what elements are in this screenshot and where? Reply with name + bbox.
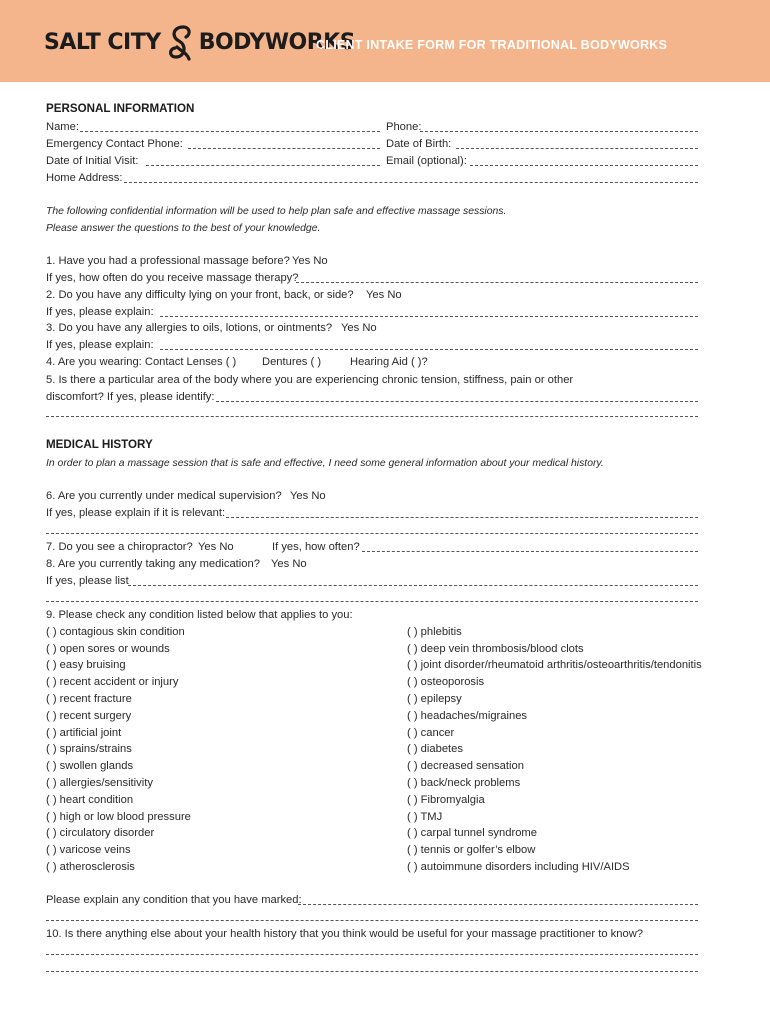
q8-yes-no[interactable]: Yes No [271,558,307,570]
q8-followup: If yes, please list [46,575,129,587]
initial-visit-label: Date of Initial Visit: [46,155,139,167]
dob-label: Date of Birth: [386,138,452,150]
condition-item[interactable]: ( ) headaches/migraines [407,710,528,722]
address-label: Home Address: [46,172,123,184]
condition-item[interactable]: ( ) decreased sensation [407,760,524,772]
condition-item[interactable]: ( ) swollen glands [46,760,134,772]
q7-text: 7. Do you see a chiropractor? [46,541,193,553]
condition-item[interactable]: ( ) varicose veins [46,844,131,856]
q1-yes-no[interactable]: Yes No [292,255,328,267]
condition-item[interactable]: ( ) recent accident or injury [46,676,179,688]
brand-right: BODYWORKS [198,30,356,55]
condition-item[interactable]: ( ) phlebitis [407,626,462,638]
condition-item[interactable]: ( ) recent fracture [46,693,132,705]
brand-left: SALT CITY [44,30,161,55]
condition-item[interactable]: ( ) TMJ [407,811,443,823]
q8-text: 8. Are you currently taking any medication? [46,558,260,570]
q5-field-1[interactable] [216,401,698,402]
form-title: CLIENT INTAKE FORM FOR TRADITIONAL BODYWORKS [316,38,668,52]
condition-item[interactable]: ( ) autoimmune disorders including HIV/AIDS [407,861,630,873]
q1-text: 1. Have you had a professional massage before? [46,255,290,267]
brand-emblem-icon [163,23,197,63]
explain-field-1[interactable] [298,904,698,905]
phone-label: Phone: [386,121,422,133]
condition-item[interactable]: ( ) circulatory disorder [46,827,155,839]
q10-field-2[interactable] [46,971,698,972]
address-field[interactable] [124,182,698,183]
medical-intro: In order to plan a massage session that is safe and effective, I need some general information about your medical history. [46,458,604,469]
condition-item[interactable]: ( ) diabetes [407,743,463,755]
q4-dentures[interactable]: Dentures ( ) [262,356,322,368]
dob-field[interactable] [456,148,698,149]
q7-followup: If yes, how often? [272,541,360,553]
condition-item[interactable]: ( ) cancer [407,727,455,739]
q4-text[interactable]: 4. Are you wearing: Contact Lenses ( ) [46,356,237,368]
condition-item[interactable]: ( ) deep vein thrombosis/blood clots [407,643,584,655]
q7-field[interactable] [362,551,698,552]
condition-item[interactable]: ( ) easy bruising [46,659,126,671]
condition-item[interactable]: ( ) joint disorder/rheumatoid arthritis/osteoarthritis/tendonitis [407,659,702,671]
q2-followup: If yes, please explain: [46,306,154,318]
q3-followup-field[interactable] [160,349,698,350]
condition-item[interactable]: ( ) epilepsy [407,693,462,705]
q8-field-1[interactable] [128,585,698,586]
personal-heading: PERSONAL INFORMATION [46,102,195,115]
q4-hearing-aid[interactable]: Hearing Aid ( )? [350,356,428,368]
q3-yes-no[interactable]: Yes No [341,322,377,334]
q2-text: 2. Do you have any difficulty lying on your front, back, or side? [46,289,354,301]
brand-logo [44,26,355,60]
condition-item[interactable]: ( ) carpal tunnel syndrome [407,827,537,839]
condition-item[interactable]: ( ) open sores or wounds [46,643,170,655]
condition-item[interactable]: ( ) recent surgery [46,710,132,722]
condition-item[interactable]: ( ) allergies/sensitivity [46,777,153,789]
emergency-label: Emergency Contact Phone: [46,138,183,150]
intro-line-1: The following confidential information will be used to help plan safe and effective massage sessions. [46,206,507,217]
condition-item[interactable]: ( ) osteoporosis [407,676,485,688]
q10-text: 10. Is there anything else about your health history that you think would be useful for your massage practitioner to know? [46,928,644,940]
condition-item[interactable]: ( ) atherosclerosis [46,861,135,873]
q1-followup: If yes, how often do you receive massage therapy? [46,272,299,284]
q6-field-1[interactable] [226,517,698,518]
q9-text: 9. Please check any condition listed below that applies to you: [46,609,353,621]
q2-followup-field[interactable] [160,316,698,317]
explain-field-2[interactable] [46,920,698,921]
condition-item[interactable]: ( ) tennis or golfer’s elbow [407,844,536,856]
q2-yes-no[interactable]: Yes No [366,289,402,301]
condition-item[interactable]: ( ) back/neck problems [407,777,521,789]
q1-followup-field[interactable] [296,282,698,283]
q10-field-1[interactable] [46,954,698,955]
q5-text-line-2: discomfort? If yes, please identify: [46,391,215,403]
condition-item[interactable]: ( ) artificial joint [46,727,122,739]
q6-yes-no[interactable]: Yes No [290,490,326,502]
phone-field[interactable] [420,131,698,132]
initial-visit-field[interactable] [146,165,380,166]
explain-label: Please explain any condition that you have marked: [46,894,302,906]
q8-field-2[interactable] [46,601,698,602]
q6-field-2[interactable] [46,533,698,534]
name-label: Name: [46,121,79,133]
intro-line-2: Please answer the questions to the best of your knowledge. [46,223,321,234]
email-label: Email (optional): [386,155,467,167]
header-banner [0,0,770,82]
condition-item[interactable]: ( ) contagious skin condition [46,626,185,638]
email-field[interactable] [470,165,698,166]
q3-text: 3. Do you have any allergies to oils, lotions, or ointments? [46,322,333,334]
condition-item[interactable]: ( ) heart condition [46,794,134,806]
q7-yes-no[interactable]: Yes No [198,541,234,553]
condition-item[interactable]: ( ) sprains/strains [46,743,132,755]
q6-followup: If yes, please explain if it is relevant: [46,507,226,519]
medical-heading: MEDICAL HISTORY [46,438,153,451]
condition-item[interactable]: ( ) Fibromyalgia [407,794,485,806]
q3-followup: If yes, please explain: [46,339,154,351]
q5-text-line-1: 5. Is there a particular area of the body where you are experiencing chronic tension, stiffness, pain or other [46,374,574,386]
q5-field-2[interactable] [46,416,698,417]
q6-text: 6. Are you currently under medical supervision? [46,490,282,502]
name-field[interactable] [80,131,380,132]
emergency-field[interactable] [188,148,380,149]
condition-item[interactable]: ( ) high or low blood pressure [46,811,191,823]
